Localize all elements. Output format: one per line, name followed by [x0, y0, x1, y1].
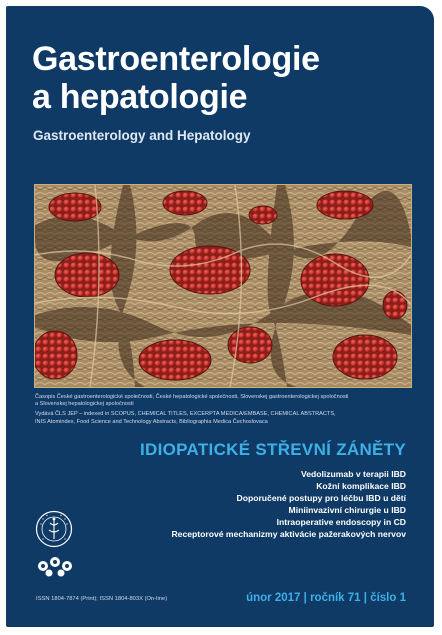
journal-title-line-1: Gastroenterologie [32, 40, 320, 78]
indexing-info-line-2: INIS Atomindex, Food Science and Technology Abstracts, Bibliographia Medica Čechoslovaca [35, 418, 268, 425]
society-seal-icon [35, 510, 73, 548]
topic-item: Kožní komplikace IBD [316, 481, 406, 492]
society-affiliation-line-2: a Slovenskej hepatologickej spoločnosti [35, 401, 134, 408]
cover-micrograph [34, 184, 412, 388]
topic-item: Intraoperative endoscopy in CD [276, 517, 406, 528]
issue-separator: | [363, 592, 367, 604]
journal-title [32, 40, 320, 116]
journal-cover [6, 6, 434, 627]
journal-title-line-2: a hepatologie [32, 78, 248, 116]
topic-item: Doporučené postupy pro léčbu IBD u dětí [236, 493, 406, 504]
journal-description [35, 394, 415, 429]
indexing-info-line-1: Vydává ČLS JEP – indexed in SCOPUS, CHEMICAL TITLES, EXCERPTA MEDICA/EMBASE, CHEMICAL ABSTRACTS, [35, 411, 336, 418]
issue-number: číslo 1 [370, 592, 406, 604]
issue-date: únor 2017 [246, 592, 301, 604]
issn-info: ISSN 1804-7874 (Print); ISSN 1804-803X (On-line) [36, 596, 168, 602]
topic-list [171, 468, 406, 541]
journal-subtitle: Gastroenterology and Hepatology [33, 128, 251, 143]
topic-item: Miniinvazivní chirurgie u IBD [288, 505, 406, 516]
issue-info [246, 592, 406, 604]
society-affiliation-line-1: Časopis České gastroenterologické společnosti, České hepatologické společnosti, Slovenskej gastroenterologickej spoločnosti [35, 394, 349, 400]
topic-item: Vedolizumab v terapii IBD [300, 469, 406, 479]
issue-separator: | [303, 592, 307, 604]
topic-item: Receptorové mechanizmy aktivácie pažerakových nervov [171, 529, 406, 540]
indexing-info [35, 411, 415, 425]
feature-heading: IDIOPATICKÉ STŘEVNÍ ZÁNĚTY [140, 440, 406, 459]
publisher-logo-icon [37, 554, 73, 578]
society-affiliation [35, 394, 415, 408]
issue-volume: ročník 71 [310, 592, 361, 604]
